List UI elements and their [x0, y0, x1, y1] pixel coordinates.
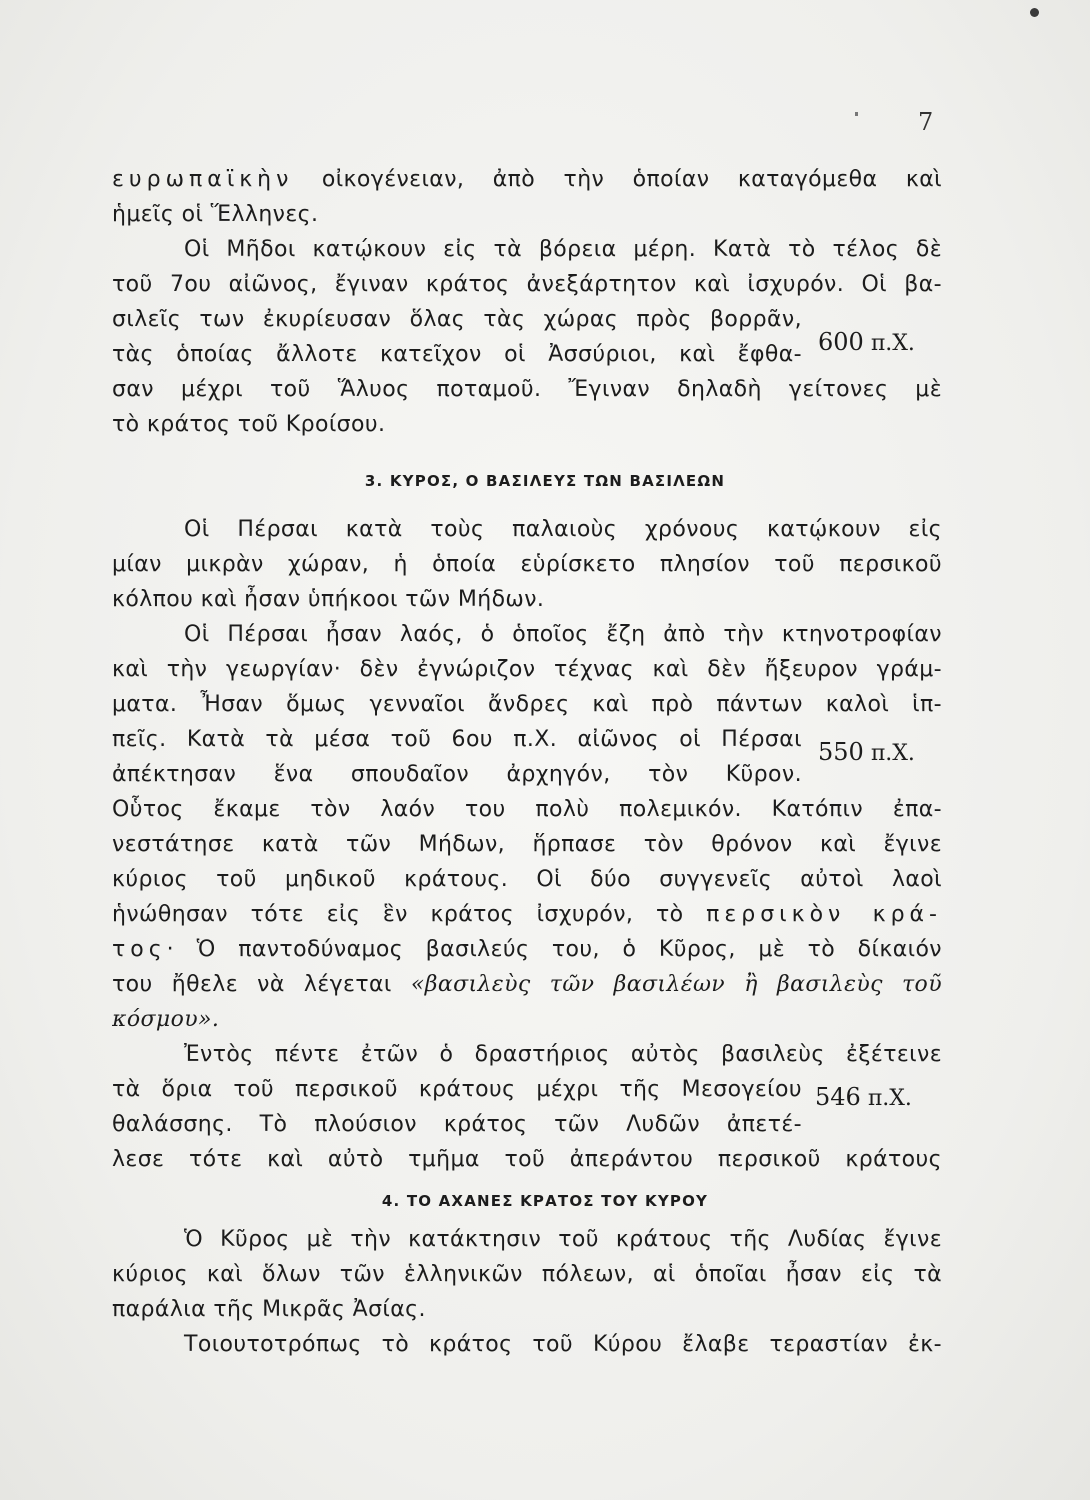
date-era: π.Χ. [867, 1086, 912, 1111]
text-line: Οἱ Πέρσαι κατὰ τοὺς παλαιοὺς χρόνους κατῴκουν εἰς [184, 517, 942, 542]
text-line: νεστάτησε κατὰ τῶν Μήδων, ἥρπασε τὸν θρόνον καὶ ἔγινε [112, 832, 942, 857]
text-line: τὰ ὅρια τοῦ περσικοῦ κράτους μέχρι τῆς Μεσογείου [112, 1077, 802, 1102]
date-number: 600 [818, 328, 864, 356]
section-4-heading: 4. ΤΟ ΑΧΑΝΕΣ ΚΡΑΤΟΣ ΤΟΥ ΚΥΡΟΥ [381, 1192, 709, 1210]
text-line: ματα. Ἦσαν ὅμως γενναῖοι ἄνδρες καὶ πρὸ πάντων καλοὶ ἱπ- [112, 692, 942, 717]
spaced-word: ευρωπαϊκὴν [112, 167, 294, 192]
ink-dot [1030, 8, 1039, 17]
text-line: Τοιουτοτρόπως τὸ κράτος τοῦ Κύρου ἔλαβε τεραστίαν ἐκ- [184, 1332, 942, 1357]
text-line: ἀπέκτησαν ἕνα σπουδαῖον ἀρχηγόν, τὸν Κῦρον. [112, 762, 802, 787]
section-3-text-block [112, 512, 942, 1177]
text-line [112, 932, 942, 967]
date-era: π.Χ. [870, 331, 915, 356]
text-line: μίαν μικρὰν χώραν, ἡ ὁποία εὑρίσκετο πλησίον τοῦ περσικοῦ [112, 552, 942, 577]
date-number: 550 [818, 738, 864, 766]
text-line: θαλάσσης. Τὸ πλούσιον κράτος τῶν Λυδῶν ἀπετέ- [112, 1112, 802, 1137]
text-line [112, 897, 942, 932]
text-fragment: του ἤθελε νὰ λέγεται [112, 972, 392, 997]
text-line: σιλεῖς των ἐκυρίευσαν ὅλας τὰς χώρας πρὸς βορρᾶν, [112, 307, 802, 332]
spaced-word: περσικὸν κρά- [706, 902, 942, 927]
text-fragment: · Ὁ παντοδύναμος βασιλεύς του, ὁ Κῦρος, μὲ τὸ δίκαιόν [166, 937, 942, 962]
date-number: 546 [815, 1083, 861, 1111]
text-line: ἡμεῖς οἱ Ἕλληνες. [112, 202, 319, 227]
text-line: τοῦ 7ου αἰῶνος, ἔγιναν κράτος ἀνεξάρτητον καὶ ἰσχυρόν. Οἱ βα- [112, 272, 942, 297]
text-line: κύριος καὶ ὅλων τῶν ἑλληνικῶν πόλεων, αἱ ὁποῖαι ἦσαν εἰς τὰ [112, 1262, 942, 1287]
ink-mark [855, 112, 858, 116]
margin-date-546 [815, 1083, 912, 1111]
section-4-text-block [112, 1222, 942, 1362]
margin-date-550 [818, 738, 915, 766]
date-era: π.Χ. [870, 741, 915, 766]
section-3-heading: 3. ΚΥΡΟΣ, Ο ΒΑΣΙΛΕΥΣ ΤΩΝ ΒΑΣΙΛΕΩΝ [364, 472, 726, 490]
text-line: Οἱ Πέρσαι ἦσαν λαός, ὁ ὁποῖος ἔζη ἀπὸ τὴν κτηνοτροφίαν [184, 622, 942, 647]
text-line: κύριος τοῦ μηδικοῦ κράτους. Οἱ δύο συγγενεῖς αὐτοὶ λαοὶ [112, 867, 942, 892]
text-line: παράλια τῆς Μικρᾶς Ἀσίας. [112, 1297, 426, 1322]
text-line: Οὗτος ἔκαμε τὸν λαόν του πολὺ πολεμικόν. Κατόπιν ἐπα- [112, 797, 942, 822]
text-line: καὶ τὴν γεωργίαν· δὲν ἐγνώριζον τέχνας καὶ δὲν ἤξευρον γράμ- [112, 657, 942, 682]
text-line: τὸ κράτος τοῦ Κροίσου. [112, 412, 386, 437]
text-fragment: ἡνώθησαν τότε εἰς ἓν κράτος ἰσχυρόν, τὸ [112, 902, 684, 927]
text-line: κόσμου». [112, 1007, 220, 1032]
text-fragment: οἰκογένειαν, ἀπὸ τὴν ὁποίαν καταγόμεθα καὶ [321, 167, 942, 192]
text-line [112, 162, 942, 197]
text-line: Ἐντὸς πέντε ἐτῶν ὁ δραστήριος αὐτὸς βασιλεὺς ἐξέτεινε [184, 1042, 942, 1067]
text-line: κόλπου καὶ ἦσαν ὑπήκοοι τῶν Μήδων. [112, 587, 545, 612]
opening-text-block [112, 162, 942, 442]
spaced-word: τος [112, 937, 167, 962]
page-number: 7 [918, 108, 934, 136]
text-line: σαν μέχρι τοῦ Ἅλυος ποταμοῦ. Ἔγιναν δηλαδὴ γείτονες μὲ [112, 377, 942, 402]
text-line [112, 967, 942, 1002]
text-line: τὰς ὁποίας ἄλλοτε κατεῖχον οἱ Ἀσσύριοι, καὶ ἔφθα- [112, 342, 802, 367]
text-line: λεσε τότε καὶ αὐτὸ τμῆμα τοῦ ἀπεράντου περσικοῦ κράτους [112, 1147, 942, 1172]
text-line: Ὁ Κῦρος μὲ τὴν κατάκτησιν τοῦ κράτους τῆς Λυδίας ἔγινε [184, 1227, 942, 1252]
italic-quote: «βασιλεὺς τῶν βασιλέων ἢ βασιλεὺς τοῦ [410, 972, 942, 997]
text-line: Οἱ Μῆδοι κατῴκουν εἰς τὰ βόρεια μέρη. Κατὰ τὸ τέλος δὲ [184, 237, 942, 262]
text-line: πεῖς. Κατὰ τὰ μέσα τοῦ 6ου π.Χ. αἰῶνος οἱ Πέρσαι [112, 727, 802, 752]
margin-date-600 [818, 328, 915, 356]
